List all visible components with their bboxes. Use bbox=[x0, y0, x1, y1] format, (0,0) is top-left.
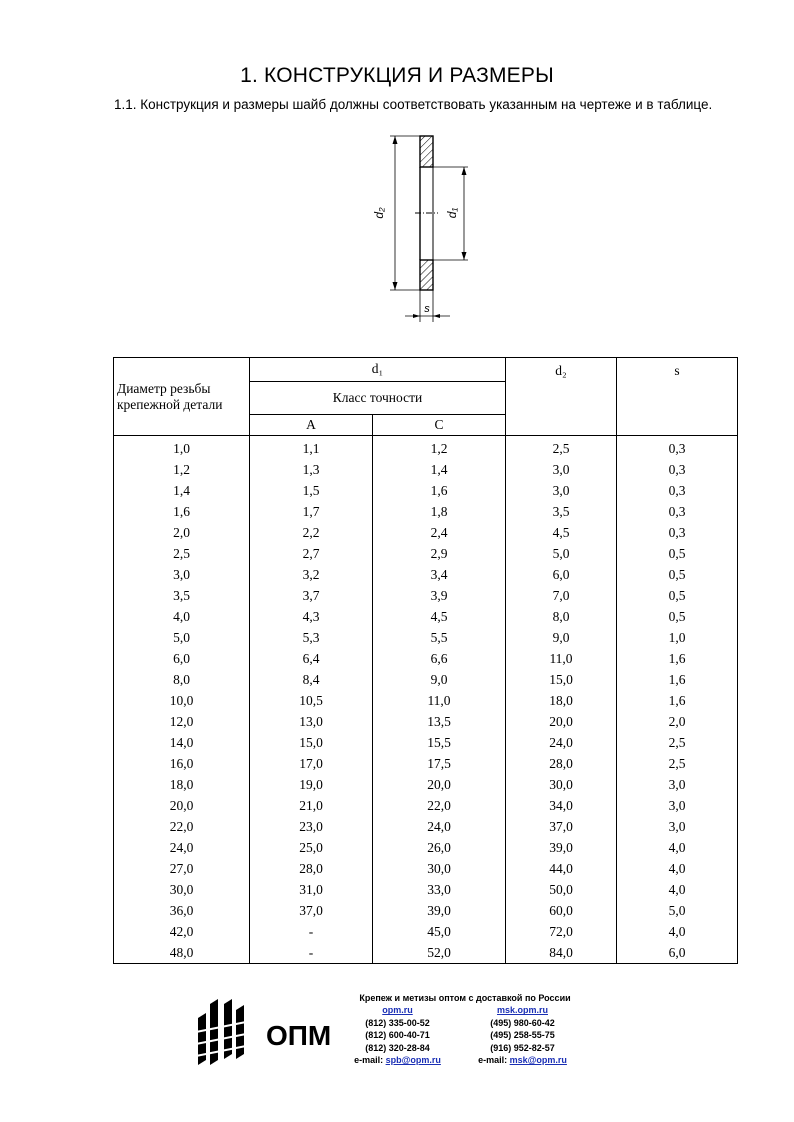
cell-d2: 84,0 bbox=[506, 942, 617, 964]
logo-text: ОПМ bbox=[266, 1020, 332, 1051]
cell-s: 0,3 bbox=[617, 436, 738, 460]
cell-d1-class-a: 3,2 bbox=[250, 564, 373, 585]
cell-d1-class-c: 5,5 bbox=[373, 627, 506, 648]
site-link-spb[interactable]: opm.ru bbox=[382, 1005, 413, 1016]
table-row bbox=[114, 858, 738, 879]
cell-d2: 11,0 bbox=[506, 648, 617, 669]
cell-d2: 4,5 bbox=[506, 522, 617, 543]
cell-d2: 3,0 bbox=[506, 459, 617, 480]
table-row bbox=[114, 900, 738, 921]
cell-d2: 24,0 bbox=[506, 732, 617, 753]
table-row bbox=[114, 585, 738, 606]
cell-s: 1,0 bbox=[617, 627, 738, 648]
cell-d1-class-a: 1,5 bbox=[250, 480, 373, 501]
table-row bbox=[114, 690, 738, 711]
cell-d1-class-c: 3,4 bbox=[373, 564, 506, 585]
cell-d1-class-a: 13,0 bbox=[250, 711, 373, 732]
cell-diameter: 1,4 bbox=[114, 480, 250, 501]
cell-s: 3,0 bbox=[617, 795, 738, 816]
table-row bbox=[114, 648, 738, 669]
cell-d1-class-c: 2,4 bbox=[373, 522, 506, 543]
cell-s: 0,5 bbox=[617, 585, 738, 606]
contacts-msk bbox=[465, 1004, 580, 1066]
table-row bbox=[114, 627, 738, 648]
table-row bbox=[114, 942, 738, 964]
cell-s: 4,0 bbox=[617, 879, 738, 900]
table-row bbox=[114, 711, 738, 732]
cell-d2: 44,0 bbox=[506, 858, 617, 879]
cell-d1-class-a: 8,4 bbox=[250, 669, 373, 690]
cell-s: 6,0 bbox=[617, 942, 738, 964]
cell-d2: 20,0 bbox=[506, 711, 617, 732]
cell-diameter: 42,0 bbox=[114, 921, 250, 942]
cell-diameter: 27,0 bbox=[114, 858, 250, 879]
cell-d1-class-c: 39,0 bbox=[373, 900, 506, 921]
cell-d1-class-a: - bbox=[250, 921, 373, 942]
cell-s: 0,5 bbox=[617, 564, 738, 585]
cell-s: 0,3 bbox=[617, 501, 738, 522]
cell-d1-class-c: 9,0 bbox=[373, 669, 506, 690]
cell-d1-class-a: 28,0 bbox=[250, 858, 373, 879]
cell-d2: 5,0 bbox=[506, 543, 617, 564]
intro-paragraph: 1.1. Конструкция и размеры шайб должны соответствовать указанным на чертеже и в таблице. bbox=[114, 97, 713, 112]
cell-d1-class-c: 1,8 bbox=[373, 501, 506, 522]
cell-d2: 34,0 bbox=[506, 795, 617, 816]
contacts-block bbox=[340, 992, 590, 1066]
cell-d1-class-c: 24,0 bbox=[373, 816, 506, 837]
cell-d2: 60,0 bbox=[506, 900, 617, 921]
cell-d1-class-c: 22,0 bbox=[373, 795, 506, 816]
cell-diameter: 10,0 bbox=[114, 690, 250, 711]
cell-d1-class-a: 25,0 bbox=[250, 837, 373, 858]
cell-d1-class-c: 3,9 bbox=[373, 585, 506, 606]
cell-d1-class-a: - bbox=[250, 942, 373, 964]
washer-section-top bbox=[420, 136, 433, 167]
table-row bbox=[114, 774, 738, 795]
table-row bbox=[114, 459, 738, 480]
cell-d1-class-a: 6,4 bbox=[250, 648, 373, 669]
cell-d2: 72,0 bbox=[506, 921, 617, 942]
cell-s: 2,5 bbox=[617, 753, 738, 774]
phone-spb-2: (812) 600-40-71 bbox=[365, 1030, 430, 1041]
cell-s: 4,0 bbox=[617, 921, 738, 942]
table-row bbox=[114, 837, 738, 858]
cell-d1-class-c: 30,0 bbox=[373, 858, 506, 879]
cell-d1-class-c: 20,0 bbox=[373, 774, 506, 795]
cell-d2: 7,0 bbox=[506, 585, 617, 606]
table-row bbox=[114, 606, 738, 627]
label-d1: d₁ bbox=[445, 207, 460, 219]
cell-d1-class-a: 3,7 bbox=[250, 585, 373, 606]
cell-d2: 2,5 bbox=[506, 436, 617, 460]
cell-s: 1,6 bbox=[617, 690, 738, 711]
opm-logo bbox=[190, 996, 350, 1066]
cell-d1-class-c: 1,6 bbox=[373, 480, 506, 501]
cell-diameter: 1,0 bbox=[114, 436, 250, 460]
cell-d2: 8,0 bbox=[506, 606, 617, 627]
cell-diameter: 2,0 bbox=[114, 522, 250, 543]
cell-s: 1,6 bbox=[617, 648, 738, 669]
cell-d2: 28,0 bbox=[506, 753, 617, 774]
table-row bbox=[114, 564, 738, 585]
section-title: 1. КОНСТРУКЦИЯ И РАЗМЕРЫ bbox=[240, 64, 554, 87]
cell-d1-class-a: 23,0 bbox=[250, 816, 373, 837]
cell-d1-class-c: 1,2 bbox=[373, 436, 506, 460]
cell-s: 5,0 bbox=[617, 900, 738, 921]
label-d2: d₂ bbox=[372, 207, 387, 219]
footer bbox=[190, 992, 610, 1072]
cell-diameter: 12,0 bbox=[114, 711, 250, 732]
cell-d2: 39,0 bbox=[506, 837, 617, 858]
cell-s: 0,5 bbox=[617, 606, 738, 627]
cell-diameter: 6,0 bbox=[114, 648, 250, 669]
table-row bbox=[114, 669, 738, 690]
cell-d2: 9,0 bbox=[506, 627, 617, 648]
cell-d1-class-c: 15,5 bbox=[373, 732, 506, 753]
washer-drawing bbox=[360, 130, 470, 325]
header-d2: d₂ bbox=[506, 358, 617, 436]
table-row bbox=[114, 816, 738, 837]
cell-d1-class-a: 37,0 bbox=[250, 900, 373, 921]
washer-section-bottom bbox=[420, 260, 433, 290]
cell-diameter: 36,0 bbox=[114, 900, 250, 921]
header-d1: d₁ bbox=[250, 358, 506, 382]
header-accuracy-class: Класс точности bbox=[250, 382, 506, 415]
dimensions-table bbox=[113, 357, 738, 964]
cell-diameter: 16,0 bbox=[114, 753, 250, 774]
cell-diameter: 22,0 bbox=[114, 816, 250, 837]
cell-d1-class-a: 4,3 bbox=[250, 606, 373, 627]
header-class-c: С bbox=[373, 415, 506, 436]
cell-diameter: 24,0 bbox=[114, 837, 250, 858]
cell-d1-class-c: 11,0 bbox=[373, 690, 506, 711]
cell-diameter: 1,6 bbox=[114, 501, 250, 522]
email-label-spb: e-mail: bbox=[354, 1055, 386, 1066]
cell-diameter: 20,0 bbox=[114, 795, 250, 816]
cell-d1-class-c: 6,6 bbox=[373, 648, 506, 669]
cell-d2: 6,0 bbox=[506, 564, 617, 585]
cell-d1-class-a: 5,3 bbox=[250, 627, 373, 648]
cell-d1-class-c: 33,0 bbox=[373, 879, 506, 900]
header-s: s bbox=[617, 358, 738, 436]
cell-d2: 18,0 bbox=[506, 690, 617, 711]
label-s: s bbox=[424, 303, 430, 315]
cell-s: 0,3 bbox=[617, 522, 738, 543]
cell-d1-class-a: 21,0 bbox=[250, 795, 373, 816]
cell-d2: 30,0 bbox=[506, 774, 617, 795]
cell-d1-class-a: 1,1 bbox=[250, 436, 373, 460]
header-class-a: А bbox=[250, 415, 373, 436]
cell-diameter: 8,0 bbox=[114, 669, 250, 690]
header-diameter: Диаметр резьбы крепежной детали bbox=[114, 358, 250, 436]
cell-diameter: 48,0 bbox=[114, 942, 250, 964]
footer-tagline: Крепеж и метизы оптом с доставкой по России bbox=[359, 993, 571, 1003]
cell-diameter: 30,0 bbox=[114, 879, 250, 900]
cell-d1-class-c: 45,0 bbox=[373, 921, 506, 942]
email-link-msk[interactable]: msk@opm.ru bbox=[509, 1055, 567, 1066]
table-row bbox=[114, 795, 738, 816]
table-row bbox=[114, 436, 738, 460]
cell-d2: 3,0 bbox=[506, 480, 617, 501]
cell-d2: 37,0 bbox=[506, 816, 617, 837]
cell-d1-class-a: 10,5 bbox=[250, 690, 373, 711]
cell-d1-class-c: 13,5 bbox=[373, 711, 506, 732]
contacts-spb bbox=[340, 1004, 455, 1066]
cell-diameter: 5,0 bbox=[114, 627, 250, 648]
cell-d1-class-a: 19,0 bbox=[250, 774, 373, 795]
table-row bbox=[114, 879, 738, 900]
cell-diameter: 1,2 bbox=[114, 459, 250, 480]
cell-s: 0,5 bbox=[617, 543, 738, 564]
cell-s: 4,0 bbox=[617, 858, 738, 879]
cell-d1-class-a: 31,0 bbox=[250, 879, 373, 900]
cell-diameter: 2,5 bbox=[114, 543, 250, 564]
phone-msk-1: (495) 980-60-42 bbox=[490, 1017, 555, 1028]
cell-diameter: 3,5 bbox=[114, 585, 250, 606]
cell-diameter: 18,0 bbox=[114, 774, 250, 795]
cell-diameter: 3,0 bbox=[114, 564, 250, 585]
table-row bbox=[114, 753, 738, 774]
cell-d1-class-a: 2,2 bbox=[250, 522, 373, 543]
cell-d1-class-c: 17,5 bbox=[373, 753, 506, 774]
cell-d2: 3,5 bbox=[506, 501, 617, 522]
phone-spb-1: (812) 335-00-52 bbox=[365, 1017, 430, 1028]
table-row bbox=[114, 501, 738, 522]
cell-d2: 50,0 bbox=[506, 879, 617, 900]
table-body bbox=[114, 436, 738, 964]
cell-s: 2,0 bbox=[617, 711, 738, 732]
cell-d1-class-a: 17,0 bbox=[250, 753, 373, 774]
table-row bbox=[114, 522, 738, 543]
phone-msk-3: (916) 952-82-57 bbox=[490, 1042, 555, 1053]
site-link-msk[interactable]: msk.opm.ru bbox=[496, 1005, 548, 1016]
cell-s: 0,3 bbox=[617, 459, 738, 480]
cell-d1-class-a: 1,3 bbox=[250, 459, 373, 480]
cell-s: 3,0 bbox=[617, 816, 738, 837]
cell-s: 4,0 bbox=[617, 837, 738, 858]
cell-s: 3,0 bbox=[617, 774, 738, 795]
email-label-msk: e-mail: bbox=[478, 1055, 510, 1066]
cell-d1-class-a: 2,7 bbox=[250, 543, 373, 564]
cell-d1-class-c: 1,4 bbox=[373, 459, 506, 480]
cell-d1-class-c: 52,0 bbox=[373, 942, 506, 964]
cell-diameter: 14,0 bbox=[114, 732, 250, 753]
cell-d2: 15,0 bbox=[506, 669, 617, 690]
cell-s: 1,6 bbox=[617, 669, 738, 690]
table-row bbox=[114, 480, 738, 501]
cell-d1-class-c: 2,9 bbox=[373, 543, 506, 564]
table-row bbox=[114, 921, 738, 942]
table-row bbox=[114, 732, 738, 753]
cell-d1-class-a: 1,7 bbox=[250, 501, 373, 522]
phone-spb-3: (812) 320-28-84 bbox=[365, 1042, 430, 1053]
table-row bbox=[114, 543, 738, 564]
cell-d1-class-c: 4,5 bbox=[373, 606, 506, 627]
cell-diameter: 4,0 bbox=[114, 606, 250, 627]
email-link-spb[interactable]: spb@opm.ru bbox=[385, 1055, 441, 1066]
phone-msk-2: (495) 258-55-75 bbox=[490, 1030, 555, 1041]
cell-d1-class-a: 15,0 bbox=[250, 732, 373, 753]
cell-d1-class-c: 26,0 bbox=[373, 837, 506, 858]
cell-s: 0,3 bbox=[617, 480, 738, 501]
cell-s: 2,5 bbox=[617, 732, 738, 753]
